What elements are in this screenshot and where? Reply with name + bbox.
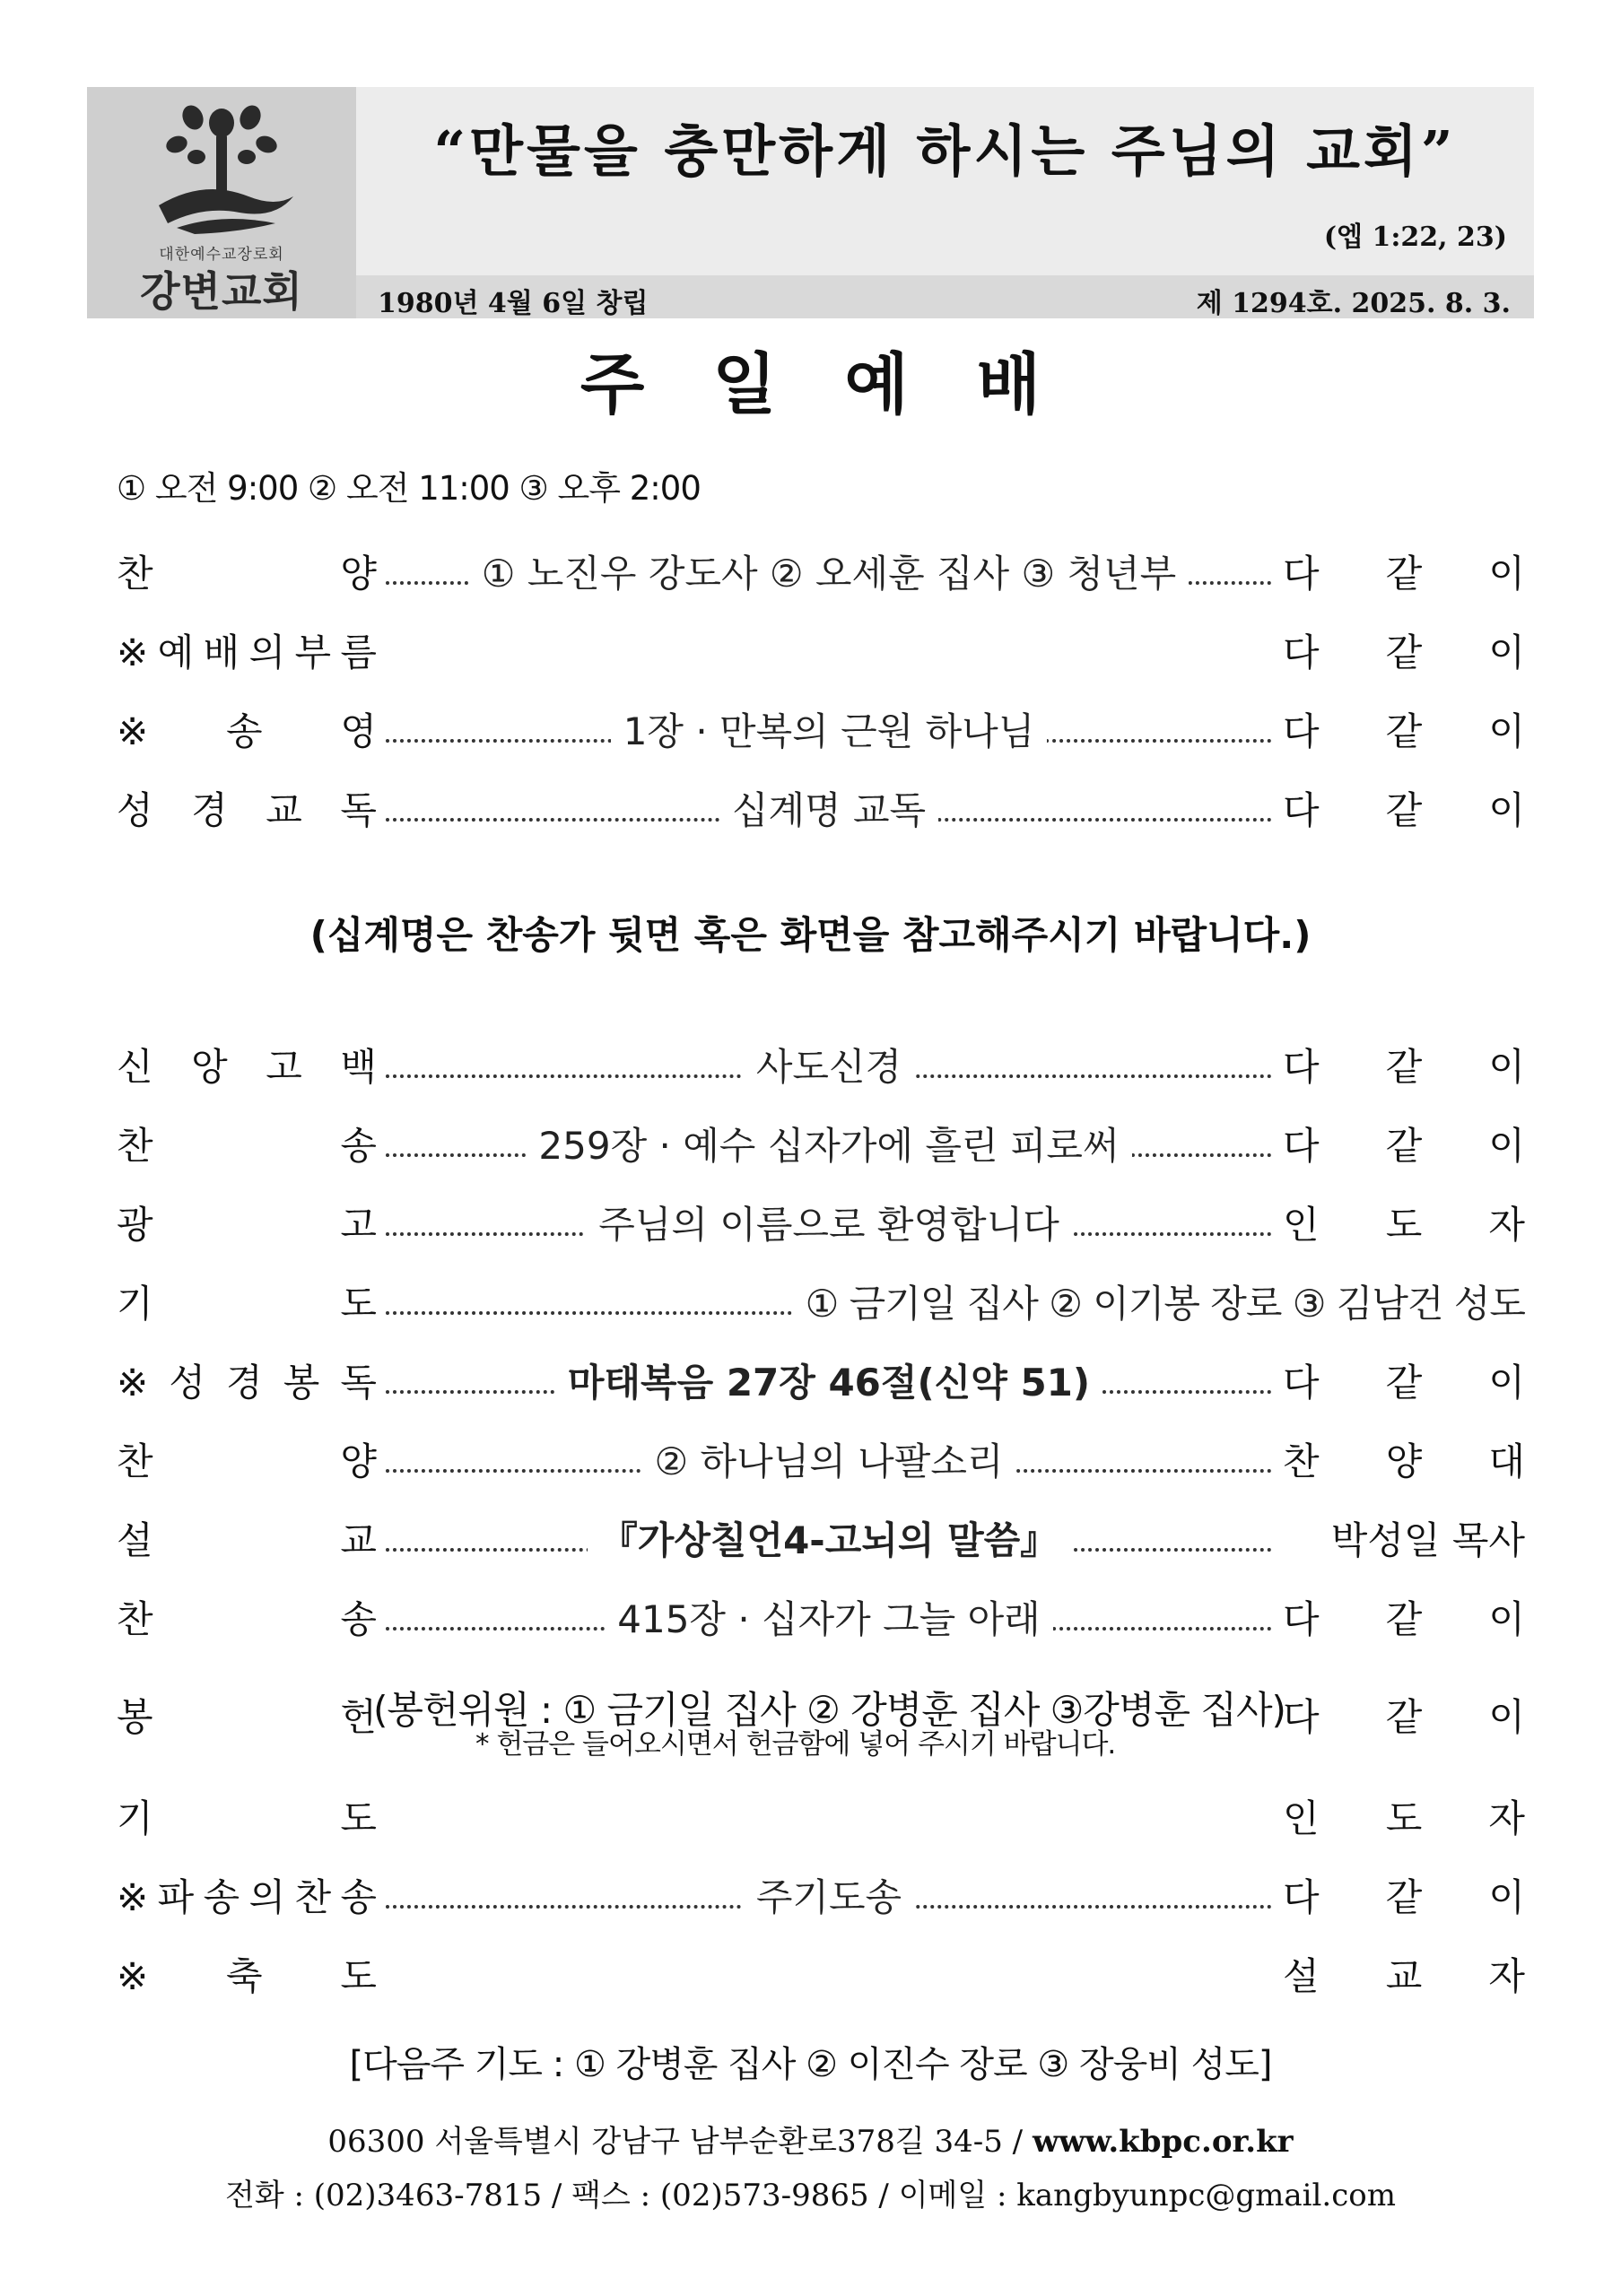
order-label: 성 경 교 독 (117, 788, 377, 832)
order-performer: 다 같 이 (1283, 1597, 1525, 1641)
order-label: 기 도 (117, 1282, 377, 1326)
order-row (117, 1871, 1525, 1925)
next-week-prayer: [다음주 기도 : ① 강병훈 집사 ② 이진수 장로 ③ 장웅비 성도] (349, 2044, 1272, 2085)
order-row (117, 1356, 1525, 1410)
order-leader-dots (386, 1277, 1525, 1331)
order-content: 1장 · 만복의 근원 하나님 (611, 709, 1048, 753)
order-label: ※ 송 영 (117, 709, 377, 753)
header-info-bar (356, 275, 1534, 318)
order-label: 찬 양 (117, 552, 377, 596)
order-row (117, 1198, 1525, 1252)
motto-panel (356, 87, 1534, 275)
order-leader-dots (386, 1514, 1272, 1568)
order-performer: 다 같 이 (1283, 1695, 1525, 1739)
address-text: 06300 서울특별시 강남구 남부순환로378길 34-5 / (327, 2124, 1033, 2160)
order-leader-dots (386, 1356, 1272, 1410)
church-contact: 전화 : (02)3463-7815 / 팩스 : (02)573-9865 / 이메일 : kangbyunpc@gmail.com (225, 2178, 1396, 2213)
offering-note: * 헌금은 들어오시면서 헌금함에 넣어 주시기 바랍니다. (475, 1728, 1116, 1761)
order-performer: 다 같 이 (1283, 709, 1525, 753)
order-leader-dots (386, 1593, 1272, 1647)
order-label: 찬 송 (117, 1124, 377, 1168)
order-content: 주기도송 (744, 1875, 914, 1919)
logo-subtitle: 대한예수교장로회 (159, 246, 284, 264)
order-content: ① 금기일 집사 ② 이기봉 장로 ③ 김남건 성도 (793, 1282, 1525, 1326)
order-content: ① 노진우 강도사 ② 오세훈 집사 ③ 청년부 (469, 552, 1189, 596)
order-performer: 다 같 이 (1283, 788, 1525, 832)
order-row (117, 1040, 1525, 1094)
order-content: ② 하나님의 나팔소리 (642, 1439, 1016, 1483)
order-performer: 다 같 이 (1283, 1875, 1525, 1919)
order-row (117, 1688, 1525, 1761)
order-performer: 박성일 목사 (1330, 1518, 1525, 1562)
order-leader-dots (386, 1119, 1272, 1173)
order-label: 광 고 (117, 1203, 377, 1247)
order-row (117, 626, 1525, 680)
order-label: ※ 축 도 (117, 1954, 377, 1998)
motto-reference: (엡 1:22, 23) (1323, 222, 1507, 253)
order-performer: 다 같 이 (1283, 1045, 1525, 1089)
order-row (117, 1593, 1525, 1647)
order-content: 415장 · 십자가 그늘 아래 (605, 1597, 1053, 1641)
order-performer: 다 같 이 (1283, 631, 1525, 674)
order-label: 신 앙 고 백 (117, 1045, 377, 1089)
order-row (117, 1435, 1525, 1489)
order-label: 찬 양 (117, 1439, 377, 1483)
order-row (117, 1119, 1525, 1173)
order-label: ※ 성 경 봉 독 (117, 1361, 377, 1405)
order-content: 주님의 이름으로 환영합니다 (586, 1203, 1072, 1247)
order-label: 설 교 (117, 1518, 377, 1562)
order-leader-dots (386, 1871, 1272, 1925)
order-leader-dots (386, 1040, 1272, 1094)
ten-commandments-notice: (십계명은 찬송가 뒷면 혹은 화면을 참고해주시기 바랍니다.) (309, 913, 1312, 957)
order-leader-dots (386, 1198, 1272, 1252)
page-title: 주 일 예 배 (580, 346, 1041, 423)
order-content: 십계명 교독 (719, 788, 938, 832)
tree-logo-icon (141, 98, 302, 241)
bulletin-header (87, 87, 1534, 318)
order-leader-dots (386, 1435, 1272, 1489)
order-performer: 다 같 이 (1283, 552, 1525, 596)
order-performer: 다 같 이 (1283, 1124, 1525, 1168)
order-leader-dots (386, 784, 1272, 838)
church-motto: “만물을 충만하게 하시는 주님의 교회” (433, 118, 1457, 184)
order-leader-dots (386, 547, 1272, 601)
order-row (117, 1277, 1525, 1331)
order-content: 『가상칠언4-고뇌의 말씀』 (588, 1518, 1070, 1562)
church-address (0, 2117, 1621, 2161)
order-row (117, 1514, 1525, 1568)
order-performer: 찬 양 대 (1283, 1439, 1525, 1483)
order-content: 마태복음 27장 46절(신약 51) (555, 1361, 1102, 1405)
order-label: 기 도 (117, 1796, 377, 1840)
order-row (117, 1950, 1525, 2004)
order-content: 사도신경 (744, 1045, 914, 1089)
founded-date: 1980년 4월 6일 창립 (378, 288, 649, 319)
order-label: 봉 헌 (117, 1695, 377, 1739)
order-performer: 인 도 자 (1283, 1796, 1525, 1840)
order-performer: 설 교 자 (1283, 1954, 1525, 1998)
order-label: ※ 파 송 의 찬 송 (117, 1875, 377, 1919)
order-performer: 인 도 자 (1283, 1203, 1525, 1247)
service-times: ① 오전 9:00 ② 오전 11:00 ③ 오후 2:00 (117, 469, 701, 508)
order-leader-dots (386, 705, 1272, 759)
church-name: 강변교회 (140, 267, 303, 316)
order-row (117, 1792, 1525, 1846)
order-performer: 다 같 이 (1283, 1361, 1525, 1405)
church-logo (87, 87, 356, 318)
offering-committee: (봉헌위원 : ① 금기일 집사 ② 강병훈 집사 ③강병훈 집사) (373, 1688, 1285, 1732)
order-row (117, 705, 1525, 759)
order-row (117, 547, 1525, 601)
order-label: ※ 예 배 의 부 름 (117, 631, 377, 674)
order-content: 259장 · 예수 십자가에 흘린 피로써 (526, 1124, 1131, 1168)
website-link[interactable]: www.kbpc.or.kr (1032, 2124, 1294, 2160)
issue-number: 제 1294호. 2025. 8. 3. (1196, 288, 1511, 319)
order-row (117, 784, 1525, 838)
order-label: 찬 송 (117, 1597, 377, 1641)
